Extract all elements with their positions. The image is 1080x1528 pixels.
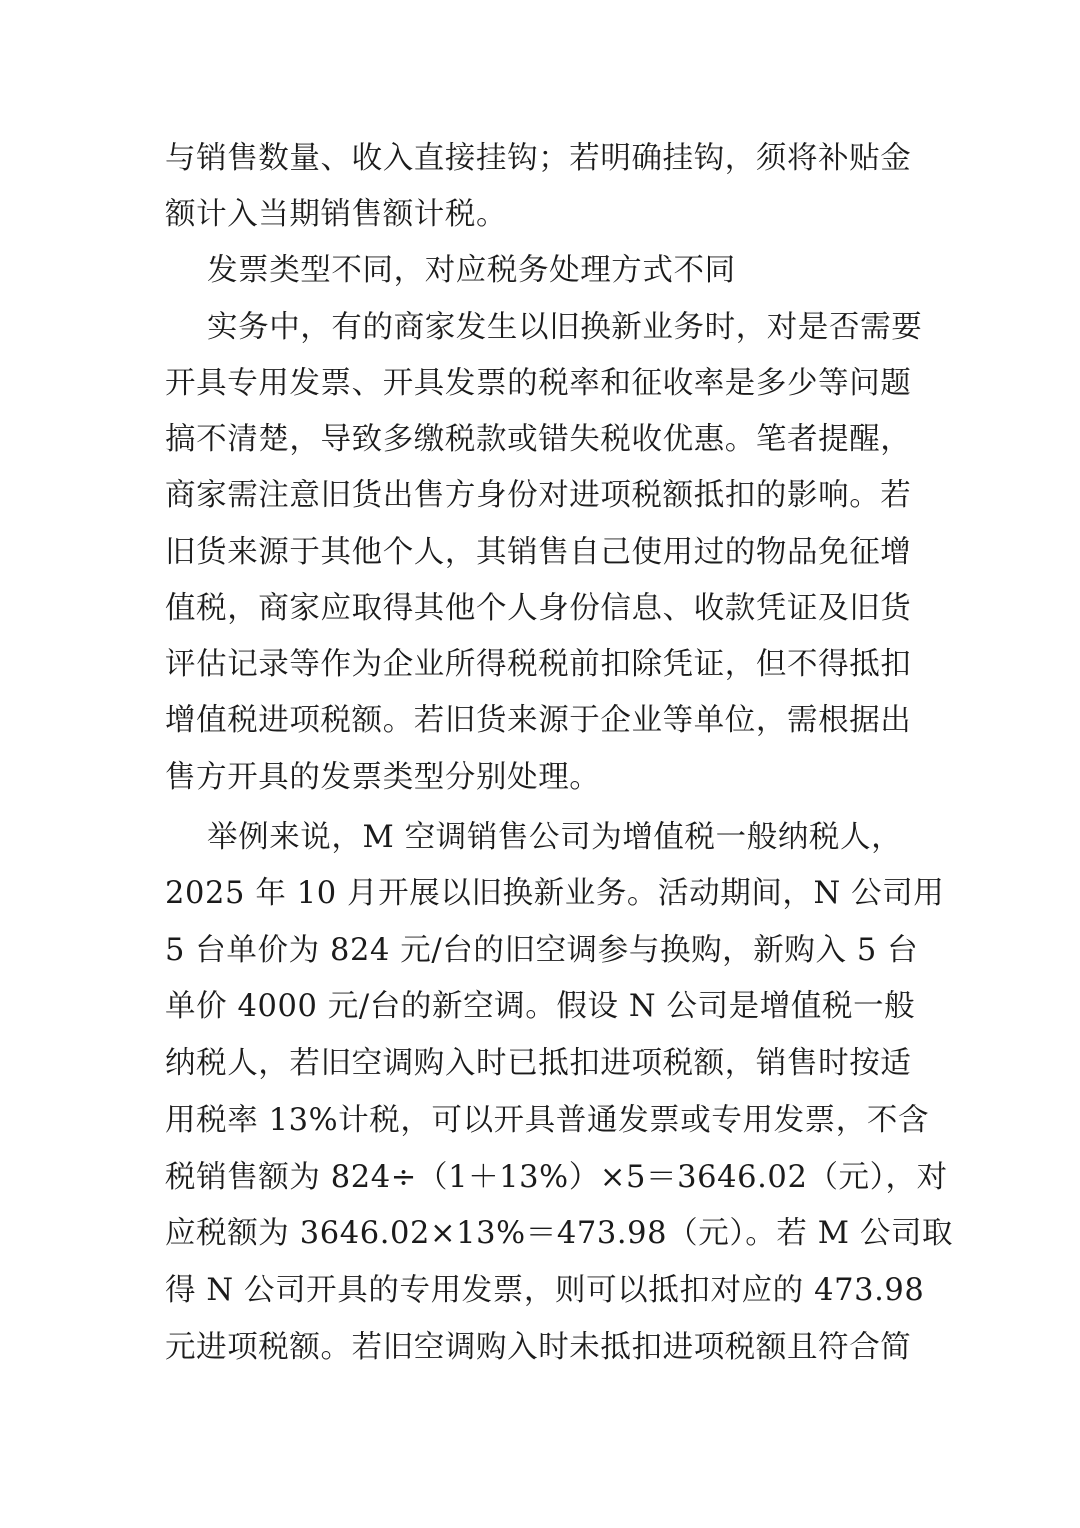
paragraph-line-15: 5 台单价为 824 元/台的旧空调参与换购，新购入 5 台 [165,933,919,968]
paragraph-line-21: 得 N 公司开具的专用发票，则可以抵扣对应的 473.98 [165,1273,925,1308]
paragraph-line-22: 元进项税额。若旧空调购入时未抵扣进项税额且符合简 [165,1330,912,1365]
paragraph-line-16: 单价 4000 元/台的新空调。假设 N 公司是增值税一般 [165,989,916,1024]
paragraph-line-8: 旧货来源于其他个人，其销售自己使用过的物品免征增 [165,535,912,570]
paragraph-line-9: 值税，商家应取得其他个人身份信息、收款凭证及旧货 [165,591,912,626]
paragraph-line-5: 开具专用发票、开具发票的税率和征收率是多少等问题 [165,366,912,401]
paragraph-line-13: 举例来说，M 空调销售公司为增值税一般纳税人， [207,820,903,855]
paragraph-line-12: 售方开具的发票类型分别处理。 [165,760,601,795]
paragraph-line-17: 纳税人，若旧空调购入时已抵扣进项税额，销售时按适 [165,1046,912,1081]
paragraph-line-6: 搞不清楚，导致多缴税款或错失税收优惠。笔者提醒， [165,422,912,457]
paragraph-line-1: 与销售数量、收入直接挂钩；若明确挂钩，须将补贴金 [165,141,912,176]
paragraph-line-10: 评估记录等作为企业所得税税前扣除凭证，但不得抵扣 [165,647,912,682]
paragraph-line-19: 税销售额为 824÷（1＋13%）×5＝3646.02（元），对 [165,1160,948,1195]
paragraph-line-11: 增值税进项税额。若旧货来源于企业等单位，需根据出 [165,703,912,738]
paragraph-line-14: 2025 年 10 月开展以旧换新业务。活动期间，N 公司用 [165,876,945,911]
paragraph-line-20: 应税额为 3646.02×13%＝473.98（元）。若 M 公司取 [165,1216,954,1251]
paragraph-line-2: 额计入当期销售额计税。 [165,197,508,232]
paragraph-line-4: 实务中，有的商家发生以旧换新业务时，对是否需要 [207,310,923,345]
section-heading: 发票类型不同，对应税务处理方式不同 [207,253,736,288]
paragraph-line-18: 用税率 13%计税，可以开具普通发票或专用发票，不含 [165,1103,930,1138]
paragraph-line-7: 商家需注意旧货出售方身份对进项税额抵扣的影响。若 [165,478,912,513]
